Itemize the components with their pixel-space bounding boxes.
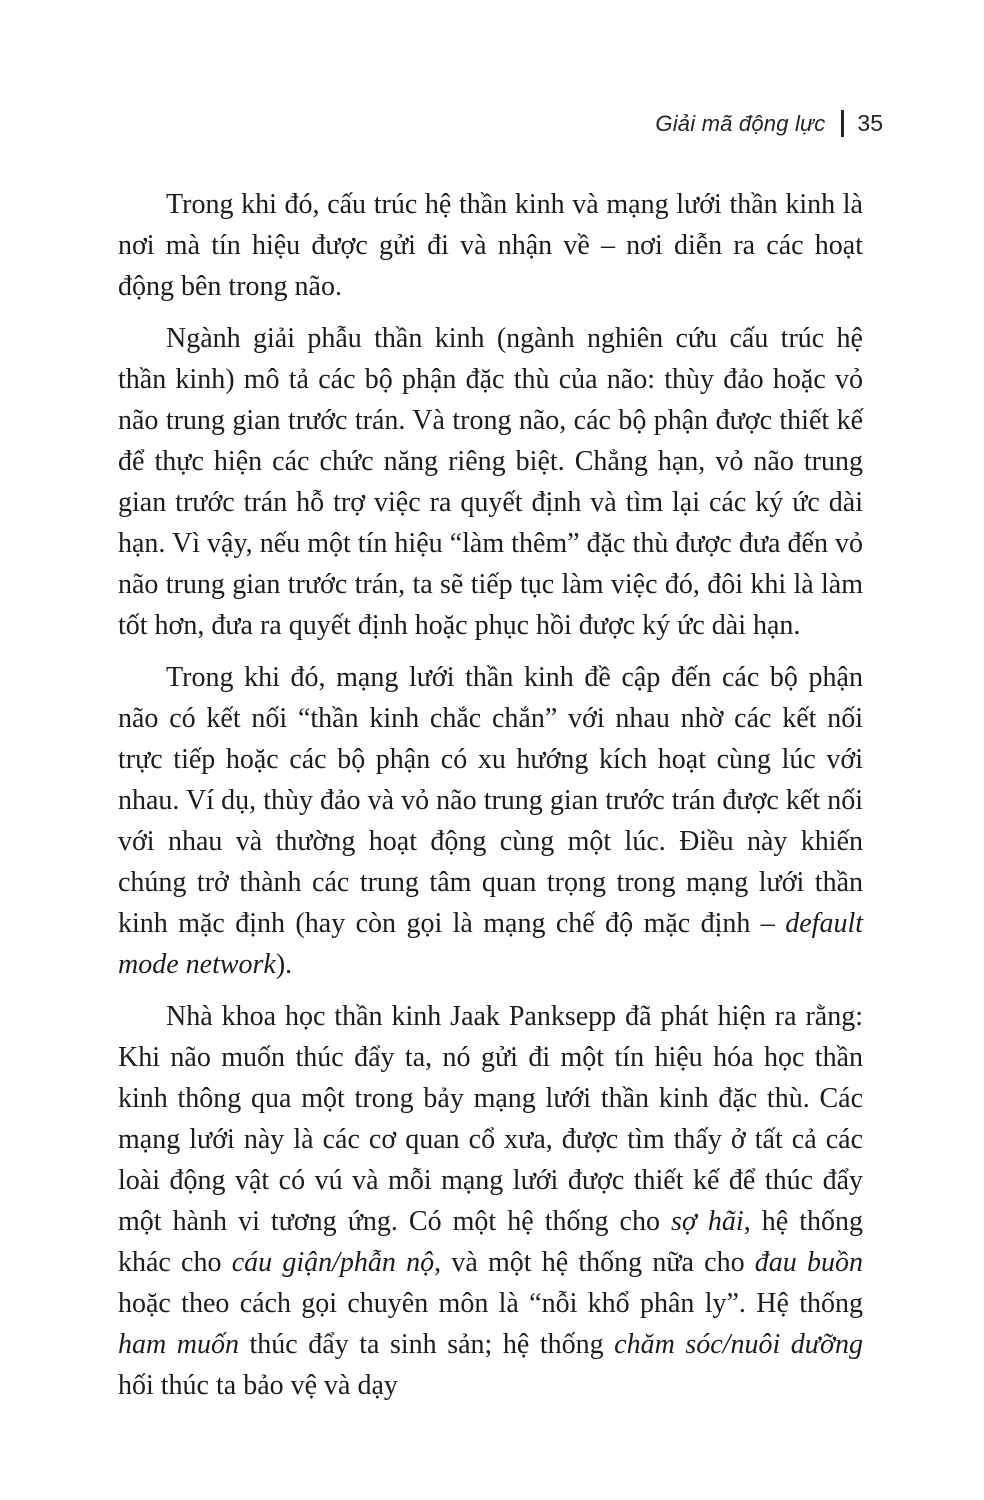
text-segment: Nhà khoa học thần kinh Jaak Panksepp đã phát hiện ra rằng: Khi não muốn thúc đẩy ta, nó gửi đi một tín hiệu hóa học thần kinh thông qua một trong bảy mạng lưới thần kinh đặc thù. Các mạng lưới này là các cơ quan cổ xưa, được tìm thấy ở tất cả các loài động vật có vú và mỗi mạng lưới được thiết kế để thúc đẩy một hành vi tương ứng. Có một hệ thống cho xyxy=(118,1001,863,1237)
text-segment: ). xyxy=(275,949,293,980)
page-number: 35 xyxy=(857,110,883,136)
page-header xyxy=(655,110,883,137)
text-segment: Ngành giải phẫu thần kinh (ngành nghiên cứu cấu trúc hệ thần kinh) mô tả các bộ phận đặc thù của não: thùy đảo hoặc vỏ não trung gian trước trán. Và trong não, các bộ phận được thiết kế để thực hiện các chức năng riêng biệt. Chẳng hạn, vỏ não trung gian trước trán hỗ trợ việc ra quyết định và tìm lại các ký ức dài hạn. Vì vậy, nếu một tín hiệu “làm thêm” đặc thù được đưa đến vỏ não trung gian trước trán, ta sẽ tiếp tục làm việc đó, đôi khi là làm tốt hơn, đưa ra quyết định hoặc phục hồi được ký ức dài hạn. xyxy=(118,323,863,641)
italic-text-segment: chăm sóc/nuôi dưỡng xyxy=(614,1329,863,1360)
paragraph xyxy=(118,184,863,307)
text-segment: hối thúc ta bảo vệ và dạy xyxy=(118,1370,398,1401)
header-divider xyxy=(841,110,844,137)
text-segment: hoặc theo cách gọi chuyên môn là “nỗi khổ phân ly”. Hệ thống xyxy=(118,1288,863,1319)
running-head-title: Giải mã động lực xyxy=(655,110,826,136)
italic-text-segment: cáu giận/phẫn nộ xyxy=(231,1247,435,1278)
italic-text-segment: default mode network xyxy=(118,908,863,980)
body-text xyxy=(118,184,863,1406)
italic-text-segment: sợ hãi xyxy=(671,1206,744,1237)
text-segment: , hệ thống khác cho xyxy=(118,1206,863,1278)
text-segment: Trong khi đó, cấu trúc hệ thần kinh và mạng lưới thần kinh là nơi mà tín hiệu được gửi đi và nhận về – nơi diễn ra các hoạt động bên trong não. xyxy=(118,189,863,302)
italic-text-segment: ham muốn xyxy=(118,1329,239,1360)
paragraph xyxy=(118,657,863,985)
italic-text-segment: đau buồn xyxy=(754,1247,863,1278)
text-segment: , và một hệ thống nữa cho xyxy=(434,1247,755,1278)
paragraph xyxy=(118,318,863,646)
text-segment: thúc đẩy ta sinh sản; hệ thống xyxy=(238,1329,615,1360)
paragraph xyxy=(118,996,863,1406)
text-segment: Trong khi đó, mạng lưới thần kinh đề cập đến các bộ phận não có kết nối “thần kinh chắc chắn” với nhau nhờ các kết nối trực tiếp hoặc các bộ phận có xu hướng kích hoạt cùng lúc với nhau. Ví dụ, thùy đảo và vỏ não trung gian trước trán được kết nối với nhau và thường hoạt động cùng một lúc. Điều này khiến chúng trở thành các trung tâm quan trọng trong mạng lưới thần kinh mặc định (hay còn gọi là mạng chế độ mặc định – xyxy=(118,662,863,939)
